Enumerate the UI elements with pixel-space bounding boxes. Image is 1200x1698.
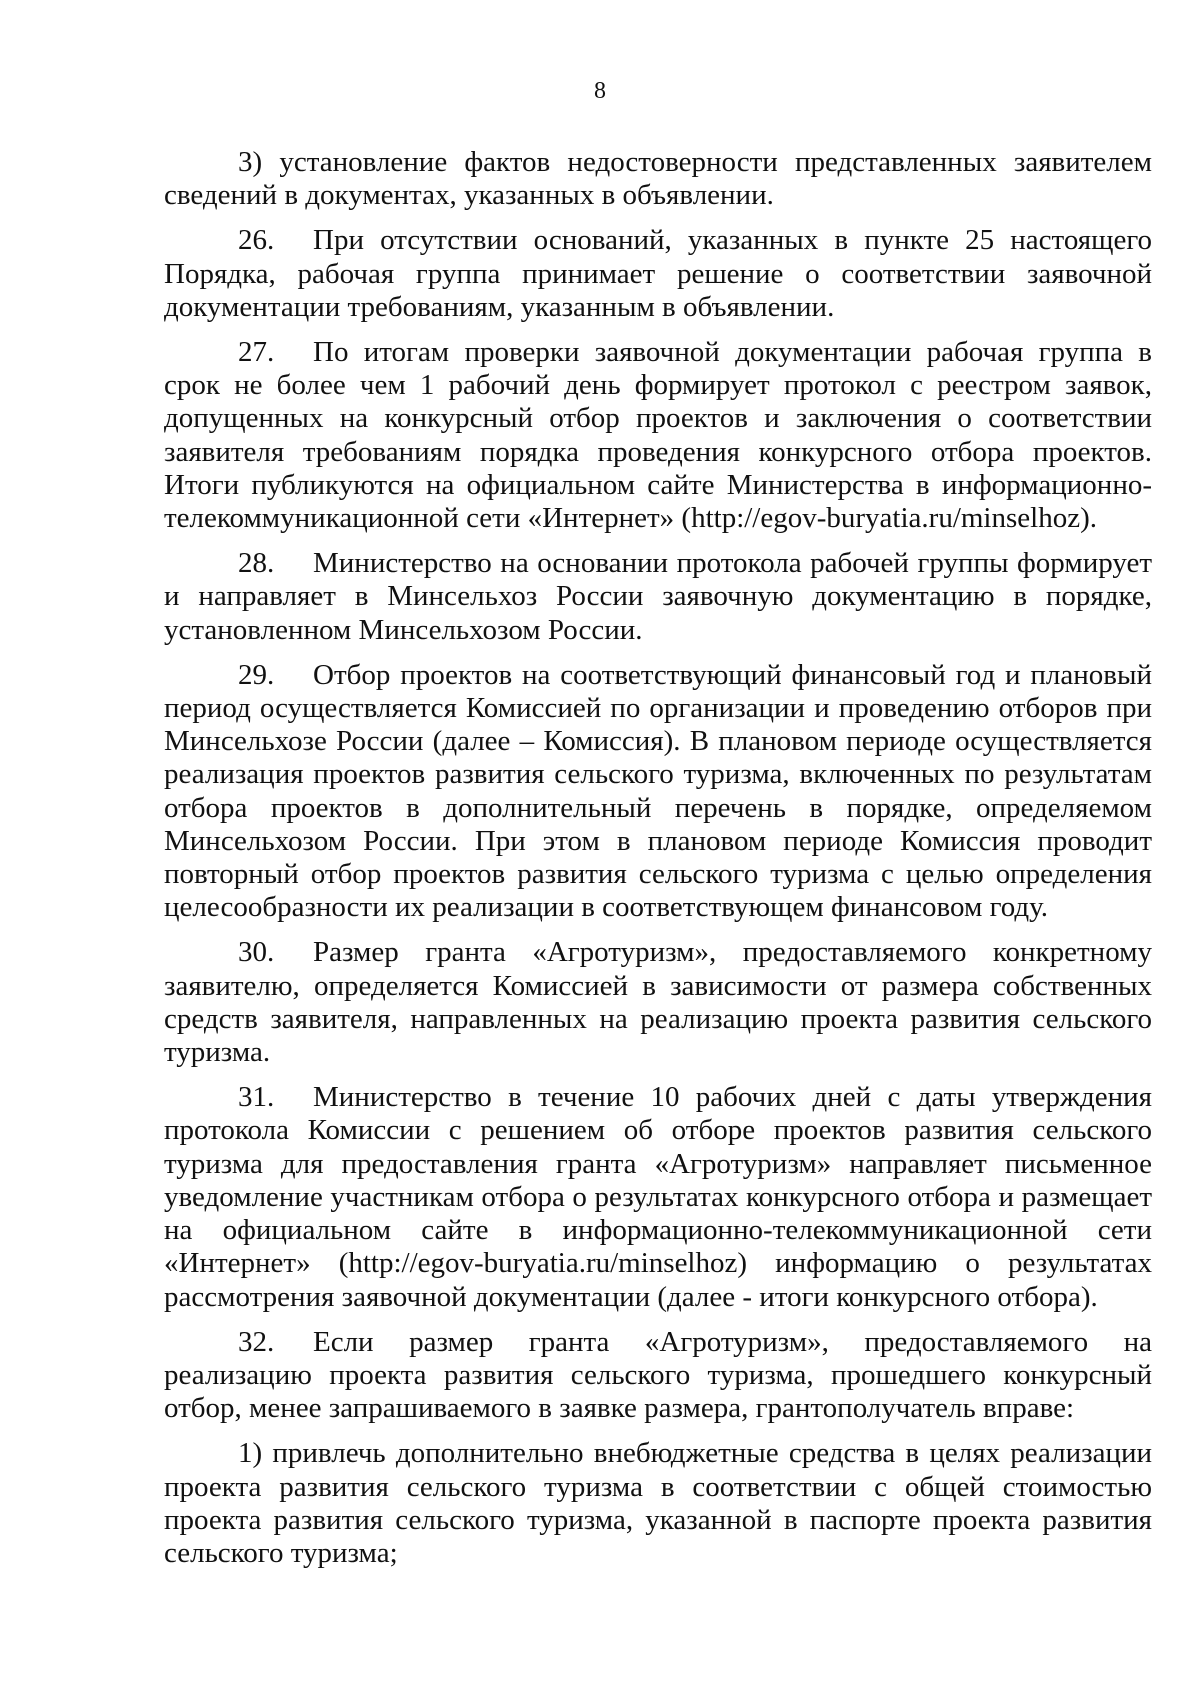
paragraph-number: 26. (238, 224, 275, 257)
paragraph-subitem-3 (164, 146, 1152, 212)
page-number: 8 (594, 78, 606, 104)
paragraph-text: Если размер гранта «Агротуризм», предоставляемого на реализацию проекта развития сельского туризма, прошедшего конкурсный отбор, менее запрашиваемого в заявке размера, грантополучатель вправе: (164, 1325, 1152, 1425)
paragraph-30 (164, 936, 1152, 1069)
paragraph-text: По итогам проверки заявочной документации рабочая группа в срок не более чем 1 рабочий день формирует протокол с реестром заявок, допущенных на конкурсный отбор проектов и заключения о соответствии заявителя требованиям порядка проведения конкурсного отбора проектов. Итоги публикуются на официальном сайте Министерства в информационно-телекоммуникационной сети «Интернет» (http://egov-buryatia.ru/minselhoz). (164, 336, 1152, 535)
paragraph-28 (164, 547, 1152, 647)
paragraph-text: Размер гранта «Агротуризм», предоставляемого конкретному заявителю, определяется Комиссией в зависимости от размера собственных средств заявителя, направленных на реализацию проекта развития сельского туризма. (164, 936, 1152, 1069)
paragraph-text: 3) установление фактов недостоверности представленных заявителем сведений в документах, указанных в объявлении. (164, 146, 1152, 212)
paragraph-number: 32. (238, 1325, 275, 1358)
paragraph-number: 29. (238, 658, 275, 691)
document-body (164, 146, 1152, 1582)
paragraph-26 (164, 224, 1152, 324)
paragraph-text: 1) привлечь дополнительно внебюджетные средства в целях реализации проекта развития сельского туризма в соответствии с общей стоимостью проекта развития сельского туризма, указанной в паспорте проекта развития сельского туризма; (164, 1437, 1152, 1569)
paragraph-29 (164, 659, 1152, 925)
paragraph-number: 30. (238, 936, 275, 969)
paragraph-27 (164, 336, 1152, 535)
paragraph-number: 31. (238, 1081, 275, 1114)
paragraph-31 (164, 1081, 1152, 1313)
paragraph-number: 27. (238, 336, 275, 369)
paragraph-subitem-1 (164, 1437, 1152, 1570)
paragraph-text: Министерство в течение 10 рабочих дней с даты утверждения протокола Комиссии с решением об отборе проектов развития сельского туризма для предоставления гранта «Агротуризм» направляет письменное уведомление участникам отбора о результатах конкурсного отбора и размещает на официальном сайте в информационно-телекоммуникационной сети «Интернет» (http://egov-buryatia.ru/minselhoz) информацию о результатах рассмотрения заявочной документации (далее - итоги конкурсного отбора). (164, 1081, 1152, 1313)
paragraph-text: При отсутствии оснований, указанных в пункте 25 настоящего Порядка, рабочая группа принимает решение о соответствии заявочной документации требованиям, указанным в объявлении. (164, 224, 1152, 323)
paragraph-text: Министерство на основании протокола рабочей группы формирует и направляет в Минсельхоз России заявочную документацию в порядке, установленном Минсельхозом России. (164, 547, 1152, 646)
paragraph-number: 28. (238, 547, 275, 580)
paragraph-text: Отбор проектов на соответствующий финансовый год и плановый период осуществляется Комиссией по организации и проведению отборов при Минсельхозе России (далее – Комиссия). В плановом периоде осуществляется реализация проектов развития сельского туризма, включенных по результатам отбора проектов в дополнительный перечень в порядке, определяемом Минсельхозом России. При этом в плановом периоде Комиссия проводит повторный отбор проектов развития сельского туризма с целью определения целесообразности их реализации в соответствующем финансовом году. (164, 658, 1152, 924)
paragraph-32 (164, 1326, 1152, 1426)
